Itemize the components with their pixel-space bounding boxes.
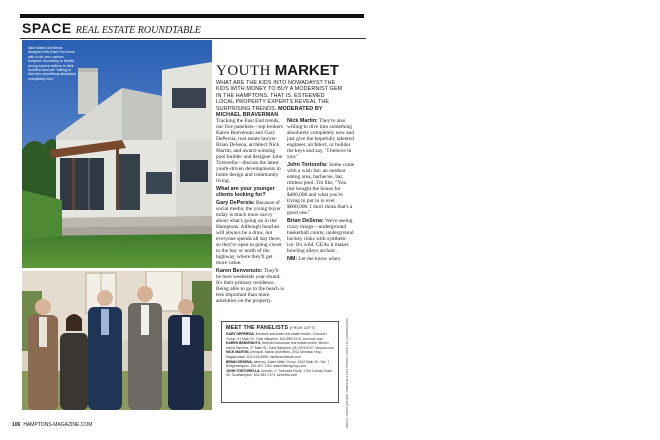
title-word-2: MARKET: [274, 62, 339, 79]
answer-6: [287, 256, 355, 262]
header-rule-thick: [20, 14, 364, 18]
panelists-photo: [22, 271, 212, 410]
speaker-name: Brian DeSena:: [287, 217, 324, 224]
panelist-name: KAREN BENVENUTO,: [226, 341, 262, 346]
panelist-desc: principal, Martin Architects, 2913 Montauk Hwy., Sagaponack, 631-613-6555, martinarchitects.com: [226, 350, 323, 359]
answer-text: Because of social media, the young buyer today is much more savvy about what's going on in the Hamptons. Although beaches will always be a draw, not everyone spends all day there, so they're open to going closer to the bay or north of the highway, where they'll get more value.: [216, 199, 282, 267]
dek-text: WHAT ARE THE KIDS INTO NOWADAYS? THE KIDS WITH MONEY TO BUY A MODERNIST GEM IN THE HAMPTONS, THAT IS. ESTEEMED LOCAL PROPERTY EXPERTS REVEAL THE SURPRISING TRENDS.: [216, 80, 343, 112]
question-1: What are your younger clients looking for?: [216, 186, 275, 199]
answer-text: Let me know when: [298, 255, 341, 262]
answer-5: [287, 218, 355, 254]
answer-text: They're also willing to dive into something absolutely completely new and just give the hopefully talented engineer, architect, or builder the keys and say, "I believe in you.": [287, 118, 354, 161]
panelist-name: NICK MARTIN,: [226, 350, 250, 355]
title-word-1: YOUTH: [216, 63, 271, 79]
panelist-name: BRIAN DESENA,: [226, 359, 253, 364]
answer-text: Some come with a wish list: an outdoor eating area, barbecue, bar, rimless pool. I'm like, "You just bought the house for $400,000 and what you're trying to put in is over $600,000. I don't think that's a good one.": [287, 161, 355, 217]
panelist-entry: [226, 350, 334, 359]
section-header: [22, 20, 201, 39]
speaker-name: John Tortorella:: [287, 161, 328, 168]
speaker-name: NM:: [287, 255, 298, 262]
body-column-2: [287, 118, 355, 263]
panelist-entry: [226, 332, 334, 341]
speaker-name: Karen Benvenuto:: [216, 267, 263, 274]
moderator-credit: MODERATED BY MICHAEL BRAVERMAN: [216, 105, 323, 119]
answer-1: [216, 200, 284, 267]
answer-4: [287, 162, 355, 216]
answer-text: We're seeing crazy things—underground basketball courts, underground hockey rinks with synthetic ice. It's wild. GEAs it makes bowling alleys archaic.: [287, 217, 354, 254]
photo-credit: PHOTOGRAPHY BY (COLT HOUSE) PHILIP ROURKE; (GROUP) DOUG YOUNG: [345, 318, 349, 429]
panelist-entry: [226, 341, 334, 350]
page-number: 106: [12, 422, 21, 428]
panelist-entry: [226, 369, 334, 378]
article-title: [216, 63, 339, 79]
article-dek: [216, 80, 344, 118]
panelists-box: [221, 321, 339, 403]
panelist-desc: founder, J. Tortorella Pools, 1764 County Road 39, Southampton, 631-283-7373, tortorella.com: [226, 368, 332, 378]
panelist-desc: licensed associate real estate broker, Brown Harris Stevens, 27 Main St., East Hampton, 631-903-6107, bhsusa.com: [226, 341, 334, 350]
answer-3: [287, 118, 355, 160]
photo-caption: Nick Martin Architects designed this East End home with a net-zero carbon footprint. According to Martin, young buyers believe in their architect and are "willing to dive into something absolutely completely new.": [28, 46, 77, 81]
speaker-name: Nick Martin:: [287, 118, 318, 124]
panelist-name: JOHN TORTORELLA,: [226, 368, 261, 373]
intro-paragraph: Tracking the East End trends, our five panelists—top brokers Karen Benvenuto and Gary DePersia, real estate lawyer Brian DeSena, architect Nick Martin, and award-winning pool builder and designer John Tortorella—discuss the latest youth-driven developments in home design and community living.: [216, 118, 283, 185]
panelists-title: [226, 325, 334, 331]
panelist-desc: licensed associate real estate broker, Corcoran Group, 51 Main St., East Hampton, 631-899-0215, corcoran.com: [226, 332, 327, 341]
answer-text: They'll be here weekends year-round. It's their primary residence. Being able to go to the beach is less important than more amenities on the property.: [216, 267, 284, 304]
speaker-name: Gary DePersia:: [216, 199, 255, 206]
section-subtitle: REAL ESTATE ROUNDTABLE: [75, 25, 201, 36]
page-footer: [12, 422, 92, 428]
answer-2: [216, 268, 284, 304]
body-column-1: [216, 118, 284, 305]
section-name: SPACE: [22, 20, 72, 36]
panelist-name: GARY DEPERSIA,: [226, 332, 255, 336]
panelists-order-note: (FROM LEFT): [289, 326, 315, 330]
header-rule: [20, 38, 366, 39]
panelists-list: [226, 332, 334, 378]
panelist-entry: [226, 360, 334, 369]
panelist-desc: attorney, Adam Miller Group, 2462 Main St., Ste. 7, Bridgehampton, 631-537-1115, adammillergroup.com: [226, 359, 331, 369]
footer-site: HAMPTONS-MAGAZINE.COM: [23, 422, 93, 428]
panelists-heading: MEET THE PANELISTS: [226, 325, 289, 331]
